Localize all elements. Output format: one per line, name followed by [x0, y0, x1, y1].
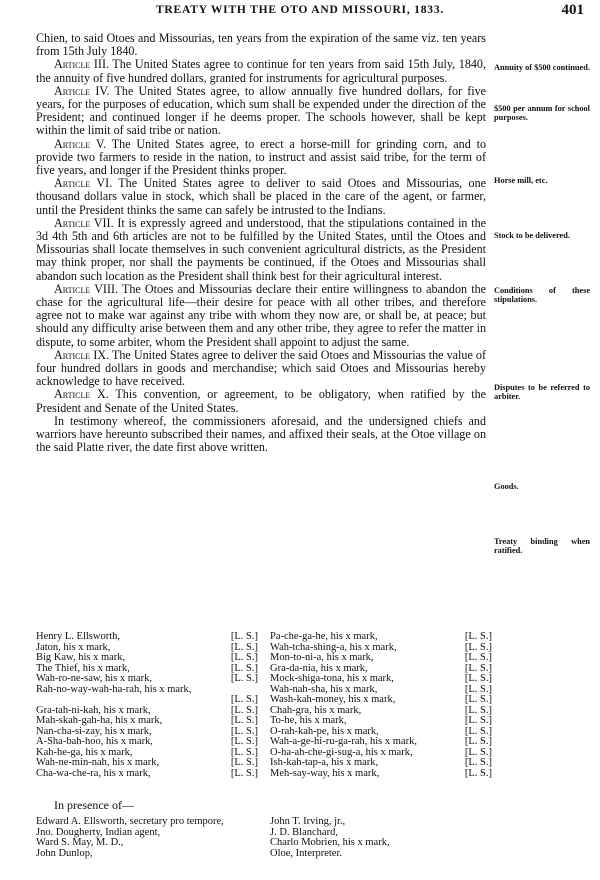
page-number: 401	[561, 2, 584, 18]
running-head: TREATY WITH THE OTO AND MISSOURI, 1833.	[155, 4, 445, 16]
seal-mark: [L. S.]	[230, 662, 258, 674]
signature-row: Big Kaw, his x mark, [L. S.]	[36, 652, 258, 663]
signature-row: O-rah-kah-pe, his x mark, [L. S.]	[270, 725, 492, 737]
signature-row: Gra-da-nia, his x mark, [L. S.]	[270, 662, 492, 674]
marginal-note: $500 per annum for school purposes.	[494, 104, 590, 122]
article-label: Article V.	[54, 136, 107, 151]
seal-mark: [L. S.]	[230, 725, 258, 737]
signature-row: Jaton, his x mark, [L. S.]	[36, 641, 258, 653]
signature-column-left	[36, 632, 258, 779]
signature-row: Cha-wa-che-ra, his x mark, [L. S.]	[36, 767, 258, 779]
seal-mark: [L. S.]	[464, 767, 492, 779]
article-viii: Article VIII. The Otoes and Missourias declare their entire willingness to abandon the chase for the agricultural life—their desire for peace with all other tribes, and therefore agree not to make war against any tribe with whom they now are, or shall be, at peace; but should any difficulty arise between them and any other tribe, they agree to refer the matter in dispute, to some arbiter, whom the President shall appoint to adjust the same.	[36, 281, 486, 349]
witness-name: Oloe, Interpreter.	[270, 847, 343, 859]
signature-row: Wah-a-ge-hi-ru-ga-rah, his x mark, [L. S.]	[270, 736, 492, 747]
marginal-note: Annuity of $500 continued.	[494, 63, 590, 72]
signature-row: Kah-he-ga, his x mark, [L. S.]	[36, 746, 258, 758]
article-label: Article III.	[54, 57, 109, 72]
seal-mark: [L. S.]	[464, 715, 492, 726]
seal-mark: [L. S.]	[464, 631, 492, 642]
signature-row: Wah-nah-sha, his x mark, [L. S.]	[270, 683, 492, 695]
seal-mark: [L. S.]	[230, 736, 258, 747]
witness-column-left	[36, 817, 266, 859]
signature-row: A-Sha-bah-hoo, his x mark, [L. S.]	[36, 736, 258, 747]
seal-mark: [L. S.]	[464, 683, 492, 695]
article-iv: Article IV. The United States agree, to allow annually five hundred dollars, for five years, for the purposes of education, which sum shall be expended under the direction of the President; and continued longer if he deems proper. The schools however, shall be kept within the limit of said tribe or nation.	[36, 83, 486, 138]
article-label: Article VI.	[54, 176, 113, 191]
signature-row: Ish-kah-tap-a, his x mark, [L. S.]	[270, 757, 492, 768]
witness-name: Ward S. May, M. D.,	[36, 837, 124, 849]
testimony-paragraph: In testimony whereof, the commissioners aforesaid, and the undersigned chiefs and warriors have hereunto subscribed their names, and affixed their seals, at the Otoe village on the said Platte river, the date first above written.	[36, 413, 486, 455]
signature-row: Rah-no-way-wah-ha-rah, his x mark, [L. S.]	[36, 683, 258, 705]
signature-row: Wash-kah-money, his x mark, [L. S.]	[270, 694, 492, 705]
marginal-note: Disputes to be referred to arbiter.	[494, 383, 590, 401]
article-label: Article IX.	[54, 347, 110, 362]
seal-mark: [L. S.]	[464, 736, 492, 747]
marginal-note: Horse mill, etc.	[494, 176, 548, 185]
signature-row: Mah-skah-gah-ha, his x mark, [L. S.]	[36, 715, 258, 726]
article-label: Article VIII.	[54, 281, 119, 296]
seal-mark: [L. S.]	[230, 757, 258, 768]
marginal-note: Conditions of these stipulations.	[494, 286, 590, 304]
marginal-note: Stock to be delivered.	[494, 231, 570, 240]
signature-row: Nan-cha-si-zay, his x mark, [L. S.]	[36, 725, 258, 737]
seal-mark: [L. S.]	[464, 662, 492, 674]
signature-row: Mon-to-ni-a, his x mark, [L. S.]	[270, 652, 492, 663]
page-header	[0, 0, 600, 28]
article-label: Article IV.	[54, 83, 110, 98]
signature-row: The Thief, his x mark, [L. S.]	[36, 662, 258, 674]
seal-mark: [L. S.]	[230, 652, 258, 663]
witness-column-right	[270, 817, 500, 859]
article-iii: Article III. The United States agree to continue for ten years from said 15th July, 1840, the annuity of five hundred dollars, granted for instruments for agricultural purposes.	[36, 57, 486, 85]
signature-row: Mock-shiga-tona, his x mark, [L. S.]	[270, 673, 492, 684]
seal-mark: [L. S.]	[230, 673, 258, 684]
seal-mark: [L. S.]	[464, 704, 492, 716]
witness-name: Edward A. Ellsworth, secretary pro tempore,	[36, 816, 224, 827]
signature-row: Wah-tcha-shing-a, his x mark, [L. S.]	[270, 641, 492, 653]
marginal-note: Treaty binding when ratified.	[494, 537, 590, 555]
signature-row: Wah-ne-min-nah, his x mark, [L. S.]	[36, 757, 258, 768]
article-vi: Article VI. The United States agree to deliver to said Otoes and Missourias, one thousand dollars value in stock, which shall be placed in the care of the agent, or farmer, until the President thinks the same can safely be intrusted to the Indians.	[36, 176, 486, 217]
seal-mark: [L. S.]	[464, 694, 492, 705]
signature-row: Henry L. Ellsworth, [L. S.]	[36, 631, 258, 642]
seal-mark: [L. S.]	[464, 652, 492, 663]
paragraph-continuation: Chien, to said Otoes and Missourias, ten years from the expiration of the same viz. ten years from 15th July 1840.	[36, 31, 486, 59]
signature-row: Chah-gra, his x mark, [L. S.]	[270, 704, 492, 716]
seal-mark: [L. S.]	[230, 631, 258, 642]
seal-mark: [L. S.]	[230, 767, 258, 779]
witness-name: Charlo Mobrien, his x mark,	[270, 837, 390, 849]
witness-name: Jno. Dougherty, Indian agent,	[36, 826, 161, 838]
presence-heading: In presence of—	[54, 798, 134, 812]
signature-row: Gra-tah-ni-kah, his x mark, [L. S.]	[36, 704, 258, 716]
seal-mark: [L. S.]	[464, 746, 492, 758]
signature-row: Wah-ro-ne-saw, his x mark, [L. S.]	[36, 673, 258, 684]
witness-name: John Dunlop,	[36, 847, 93, 859]
witness-name: J. D. Blanchard,	[270, 826, 338, 838]
signature-row: Pa-che-ga-he, his x mark, [L. S.]	[270, 631, 492, 642]
article-label: Article X.	[54, 387, 109, 402]
witness-name: John T. Irving, jr.,	[270, 816, 346, 827]
article-vii: Article VII. It is expressly agreed and understood, that the stipulations contained in the 3d 4th 5th and 6th articles are not to be fulfilled by the United States, until the Otoes and Missourias shall locate themselves in such convenient agricultural districts, as the President may think proper, nor shall the payments be continued, if the Otoes and Missourias shall abandon such location as the President shall think best for their agricultural interest.	[36, 215, 486, 283]
seal-mark: [L. S.]	[464, 673, 492, 684]
marginal-note: Goods.	[494, 482, 519, 491]
seal-mark: [L. S.]	[464, 725, 492, 737]
article-x: Article X. This convention, or agreement, to be obligatory, when ratified by the President and Senate of the United States.	[36, 387, 487, 415]
seal-mark: [L. S.]	[464, 757, 492, 768]
seal-mark: [L. S.]	[230, 715, 258, 726]
seal-mark: [L. S.]	[464, 641, 492, 653]
seal-mark: [L. S.]	[230, 704, 258, 716]
seal-mark: [L. S.]	[230, 694, 258, 705]
signature-column-right	[270, 632, 492, 779]
signature-row: To-he, his x mark, [L. S.]	[270, 715, 492, 726]
signature-row: O-ha-ah-che-gi-sug-a, his x mark, [L. S.]	[270, 746, 492, 758]
seal-mark: [L. S.]	[230, 746, 258, 758]
signature-row: Meh-say-way, his x mark, [L. S.]	[270, 767, 492, 779]
article-label: Article VII.	[54, 215, 114, 230]
seal-mark: [L. S.]	[230, 641, 258, 653]
treaty-body	[36, 32, 486, 455]
article-v: Article V. The United States agree, to erect a horse-mill for grinding corn, and to provide two farmers to reside in the nation, to instruct and assist said tribe, for the term of five years, and longer if the President thinks proper.	[36, 136, 486, 178]
article-ix: Article IX. The United States agree to deliver the said Otoes and Missourias the value of four hundred dollars in goods and merchandise; which said Otoes and Missourias hereby acknowledge to have received.	[36, 347, 486, 389]
